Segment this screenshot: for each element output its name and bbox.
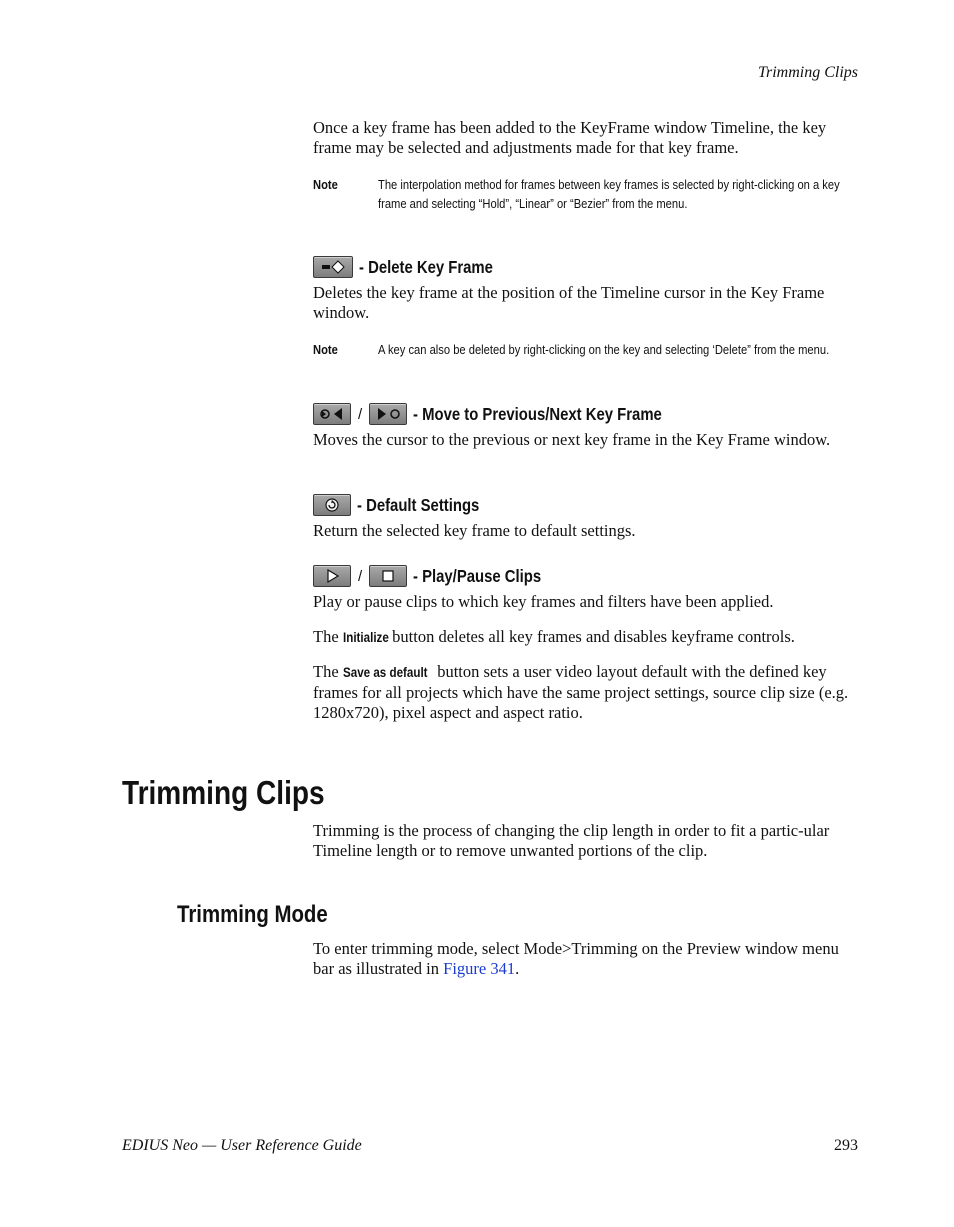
move-key-frame-heading: / - Move to Previous/Next Key Frame [313, 401, 706, 427]
save-as-default-paragraph: The Save as default button sets a user video layout default with the defined key frames for all projects which have the same project settings, source clip size (e.g. 1280x720), pixel aspect and aspect ratio. [313, 662, 849, 722]
subsection-body: To enter trimming mode, select Mode>Trimming on the Preview window menu bar as illustrated in Figure 341. [313, 939, 839, 978]
play-pause-heading: / - Play/Pause Clips [313, 563, 564, 589]
note-label: Note [313, 342, 338, 357]
section-body: Trimming is the process of changing the clip length in order to fit a partic-ular Timeline length or to remove unwanted portions of the clip. [313, 821, 830, 860]
page-number: 293 [834, 1137, 858, 1154]
default-settings-icon [313, 494, 351, 516]
section-title: Trimming Clips [122, 774, 325, 811]
save-as-default-button-name: Save as default [342, 665, 428, 680]
initialize-paragraph: The Initialize button deletes all key frames and disables keyframe controls. [313, 627, 795, 646]
delete-key-frame-heading: - Delete Key Frame [313, 254, 517, 280]
move-key-frame-description: Moves the cursor to the previous or next key frame in the Key Frame window. [313, 430, 831, 449]
note-text: The interpolation method for frames between key frames is selected by right-clicking on a key frame and selecting “Hold”, “Linear” or “Bezier” from the menu. [378, 177, 840, 211]
footer-guide-title: EDIUS Neo — User Reference Guide [122, 1137, 362, 1154]
default-settings-description: Return the selected key frame to default settings. [313, 521, 636, 540]
note-text: A key can also be deleted by right-clicking on the key and selecting ‘Delete” from the menu. [378, 342, 830, 357]
play-pause-description: Play or pause clips to which key frames and filters have been applied. [313, 592, 774, 611]
note-label: Note [313, 177, 338, 192]
play-icon [313, 565, 351, 587]
next-key-frame-icon [369, 403, 407, 425]
delete-key-frame-description: Deletes the key frame at the position of the Timeline cursor in the Key Frame window. [313, 283, 825, 322]
delete-key-frame-icon [313, 256, 353, 278]
initialize-button-name: Initialize [342, 630, 389, 645]
stop-icon [369, 565, 407, 587]
subsection-title: Trimming Mode [177, 901, 328, 928]
default-settings-heading: - Default Settings [313, 492, 501, 518]
previous-key-frame-icon [313, 403, 351, 425]
figure-link[interactable]: Figure 341 [443, 959, 516, 978]
intro-paragraph: Once a key frame has been added to the KeyFrame window Timeline, the key frame may be selected and adjustments made for that key frame. [313, 118, 827, 157]
running-header: Trimming Clips [757, 64, 858, 81]
